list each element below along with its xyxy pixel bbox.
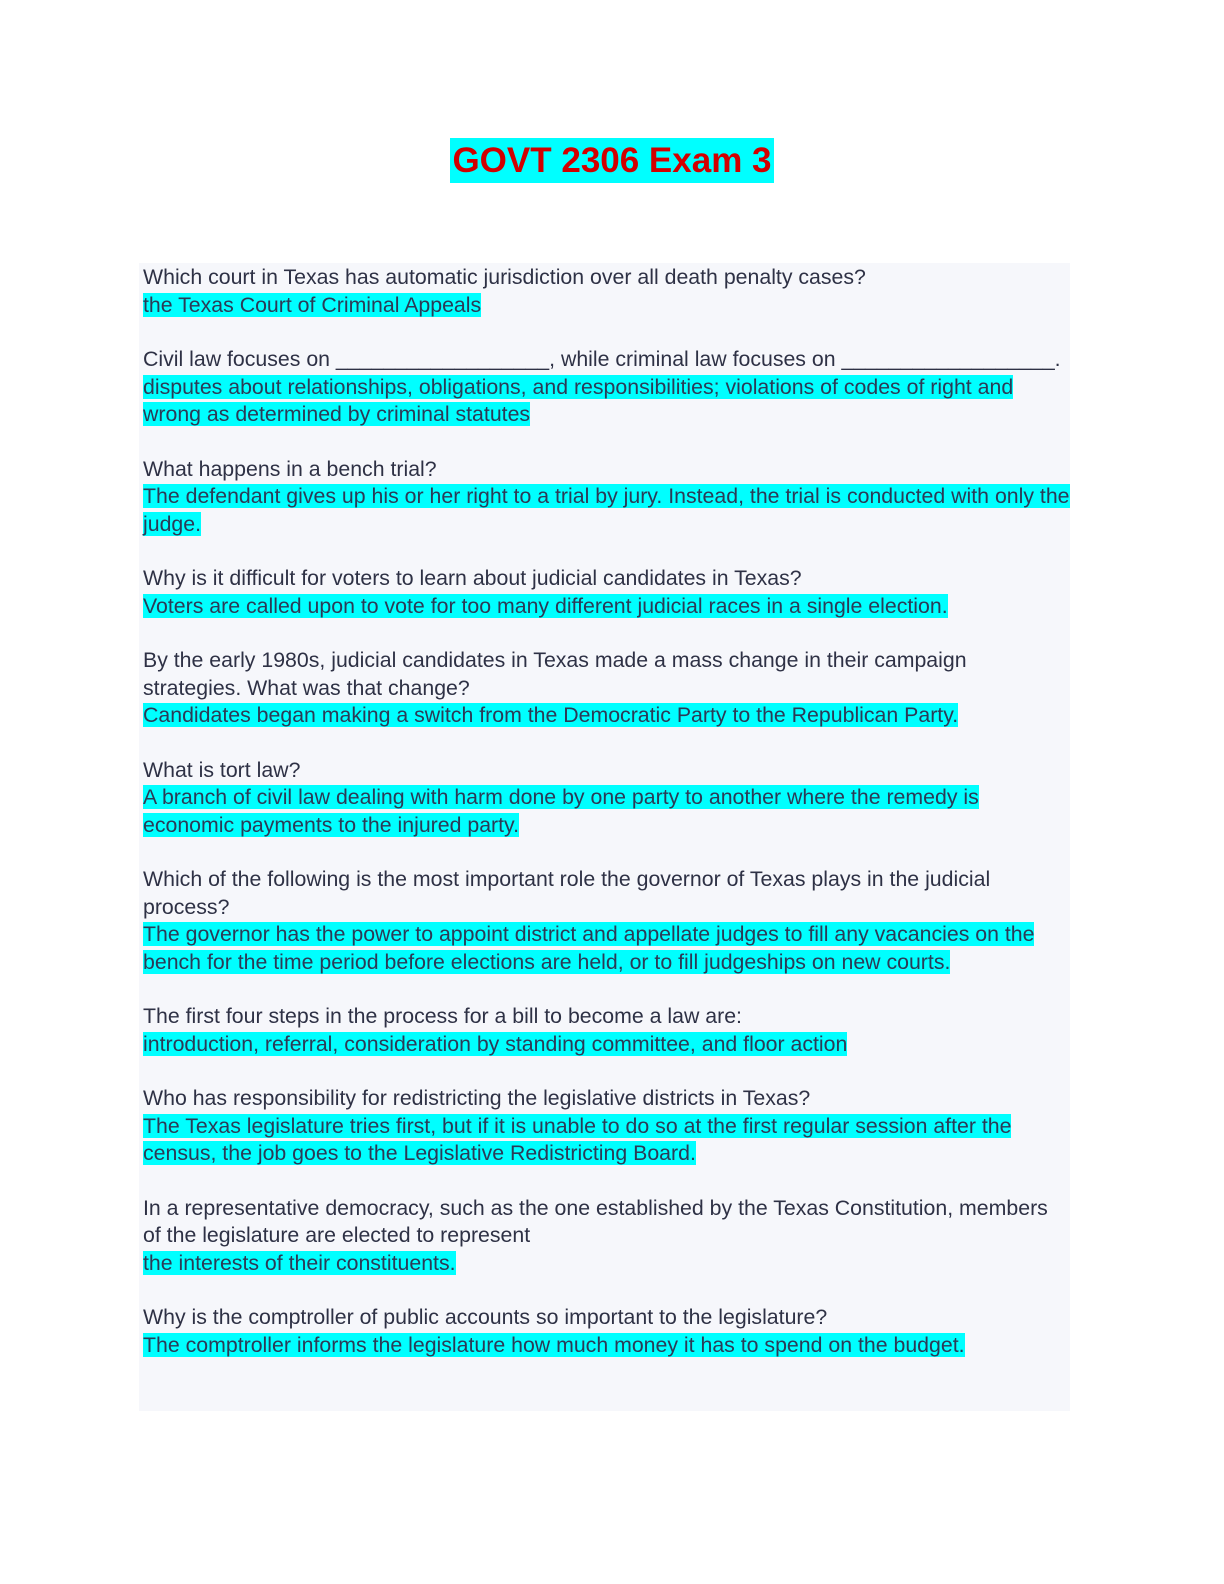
question-text: Why is the comptroller of public accounts so important to the legislature? — [143, 1305, 828, 1329]
question-text: Which court in Texas has automatic jurisdiction over all death penalty cases? — [143, 265, 866, 289]
answer-text — [143, 483, 1070, 538]
answer-highlight: The Texas legislature tries first, but if it is unable to do so at the first regular session after the census, the job goes to the Legislative Redistricting Board. — [143, 1113, 1012, 1165]
question-text: Which of the following is the most important role the governor of Texas plays in the judicial process? — [143, 867, 991, 919]
qa-item — [143, 1003, 1070, 1058]
question-text: Who has responsibility for redistricting the legislative districts in Texas? — [143, 1086, 811, 1110]
answer-highlight: A branch of civil law dealing with harm done by one party to another where the remedy is economic payments to the injured party. — [143, 785, 979, 837]
answer-highlight: The comptroller informs the legislature how much money it has to spend on the budget. — [143, 1332, 965, 1357]
qa-item — [143, 647, 1070, 730]
qa-item — [143, 1304, 1070, 1359]
answer-highlight: The defendant gives up his or her right to a trial by jury. Instead, the trial is conducted with only the judge. — [143, 484, 1070, 536]
question-text: Why is it difficult for voters to learn about judicial candidates in Texas? — [143, 566, 802, 590]
answer-text — [143, 292, 1070, 320]
answer-text — [143, 593, 1070, 621]
answer-highlight: Voters are called upon to vote for too many different judicial races in a single election. — [143, 593, 948, 618]
answer-highlight: disputes about relationships, obligations, and responsibilities; violations of codes of right and wrong as determined by criminal statutes — [143, 374, 1014, 426]
answer-highlight: The governor has the power to appoint district and appellate judges to fill any vacancies on the bench for the time period before elections are held, or to fill judgeships on new courts. — [143, 922, 1035, 974]
qa-item — [143, 456, 1070, 539]
answer-text — [143, 1113, 1070, 1168]
qa-item — [143, 346, 1070, 429]
question-text: The first four steps in the process for a bill to become a law are: — [143, 1004, 742, 1028]
qa-item — [143, 757, 1070, 840]
document-title: GOVT 2306 Exam 3 — [450, 138, 773, 183]
answer-text — [143, 374, 1070, 429]
question-text: What is tort law? — [143, 757, 301, 782]
answer-text — [143, 921, 1070, 976]
question-text: Civil law focuses on __________________, while criminal law focuses on __________________. — [143, 347, 1061, 371]
qa-item — [143, 1195, 1070, 1278]
answer-text — [143, 1031, 1070, 1059]
answer-highlight: the interests of their constituents. — [143, 1250, 456, 1275]
answer-highlight: Candidates began making a switch from the Democratic Party to the Republican Party. — [143, 703, 959, 727]
answer-highlight: the Texas Court of Criminal Appeals — [143, 292, 482, 317]
qa-item — [143, 1085, 1070, 1168]
qa-item — [143, 866, 1070, 976]
qa-list — [139, 263, 1070, 1411]
answer-highlight: introduction, referral, consideration by standing committee, and floor action — [143, 1031, 848, 1056]
answer-text — [143, 702, 1070, 730]
question-text: By the early 1980s, judicial candidates in Texas made a mass change in their campaign strategies. What was that change? — [143, 648, 967, 700]
title-container — [0, 138, 1224, 183]
question-text: What happens in a bench trial? — [143, 456, 437, 481]
qa-item — [143, 263, 1070, 319]
answer-text — [143, 1250, 1070, 1278]
qa-item — [143, 565, 1070, 620]
answer-text — [143, 784, 1070, 839]
question-text: In a representative democracy, such as the one established by the Texas Constitution, members of the legislature are elected to represent — [143, 1195, 1048, 1247]
answer-text — [143, 1332, 1070, 1360]
